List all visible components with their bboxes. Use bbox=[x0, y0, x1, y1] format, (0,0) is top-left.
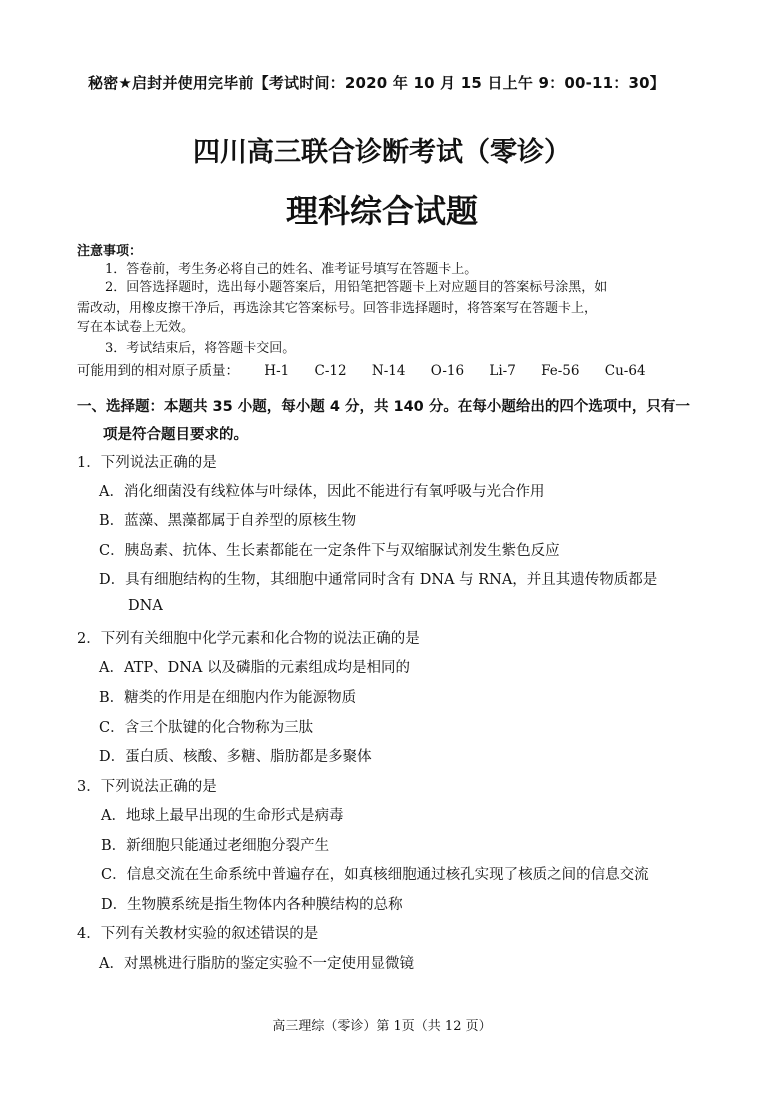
atomic-mass-c: C-12 bbox=[314, 363, 347, 379]
atomic-mass-line bbox=[77, 359, 667, 379]
question-2-option-d: D．蛋白质、核酸、多糖、脂肪都是多聚体 bbox=[99, 749, 372, 765]
question-3-option-c: C．信息交流在生命系统中普遍存在，如真核细胞通过核孔实现了核质之间的信息交流 bbox=[101, 867, 649, 883]
question-1-option-c: C．胰岛素、抗体、生长素都能在一定条件下与双缩脲试剂发生紫色反应 bbox=[99, 543, 560, 559]
notice-item-2-line-1: 2．回答选择题时，选出每小题答案后，用铅笔把答题卡上对应题目的答案标号涂黑，如 bbox=[105, 280, 608, 295]
question-2-option-c: C．含三个肽键的化合物称为三肽 bbox=[99, 720, 314, 736]
notice-heading: 注意事项： bbox=[77, 244, 143, 259]
exam-title: 四川高三联合诊断考试（零诊） bbox=[193, 137, 571, 168]
confidential-header: 秘密★启封并使用完毕前【考试时间：2020 年 10 月 15 日上午 9：00-11：30】 bbox=[88, 74, 665, 92]
question-3-option-b: B．新细胞只能通过老细胞分裂产生 bbox=[101, 838, 330, 854]
notice-item-1: 1．答卷前，考生务必将自己的姓名、准考证号填写在答题卡上。 bbox=[105, 262, 478, 277]
atomic-mass-n: N-14 bbox=[371, 363, 406, 379]
question-3-option-d: D．生物膜系统是指生物体内各种膜结构的总称 bbox=[101, 897, 403, 913]
question-2-option-b: B．糖类的作用是在细胞内作为能源物质 bbox=[99, 690, 357, 706]
question-1-option-d-line-1: D．具有细胞结构的生物，其细胞中通常同时含有 DNA 与 RNA，并且其遗传物质都是 bbox=[99, 572, 658, 588]
question-2-stem: 2．下列有关细胞中化学元素和化合物的说法正确的是 bbox=[77, 631, 420, 647]
page-footer: 高三理综（零诊）第 1页（共 12 页） bbox=[272, 1019, 492, 1034]
question-1-option-d-line-2: DNA bbox=[128, 598, 163, 614]
notice-item-2-line-2: 需改动，用橡皮擦干净后，再选涂其它答案标号。回答非选择题时，将答案写在答题卡上， bbox=[77, 301, 598, 316]
question-3-option-a: A．地球上最早出现的生命形式是病毒 bbox=[101, 808, 344, 824]
atomic-mass-label: 可能用到的相对原子质量： bbox=[77, 363, 239, 379]
question-4-option-a: A．对黑桃进行脂肪的鉴定实验不一定使用显微镜 bbox=[99, 956, 414, 972]
atomic-mass-o: O-16 bbox=[430, 363, 465, 379]
notice-item-3: 3．考试结束后，将答题卡交回。 bbox=[105, 341, 296, 356]
question-1-option-a: A．消化细菌没有线粒体与叶绿体，因此不能进行有氧呼吸与光合作用 bbox=[99, 484, 545, 500]
notice-item-2-line-3: 写在本试卷上无效。 bbox=[77, 320, 195, 335]
atomic-mass-li: Li-7 bbox=[489, 363, 516, 379]
section-heading-line-2: 项是符合题目要求的。 bbox=[103, 427, 248, 443]
question-4-stem: 4．下列有关教材实验的叙述错误的是 bbox=[77, 926, 319, 942]
question-2-option-a: A．ATP、DNA 以及磷脂的元素组成均是相同的 bbox=[99, 660, 410, 676]
atomic-mass-h: H-1 bbox=[264, 363, 290, 379]
atomic-mass-fe: Fe-56 bbox=[541, 363, 580, 379]
atomic-mass-cu: Cu-64 bbox=[604, 363, 646, 379]
question-3-stem: 3．下列说法正确的是 bbox=[77, 779, 217, 795]
question-1-stem: 1．下列说法正确的是 bbox=[77, 455, 217, 471]
question-1-option-b: B．蓝藻、黑藻都属于自养型的原核生物 bbox=[99, 513, 357, 529]
section-heading-line-1: 一、选择题：本题共 35 小题，每小题 4 分，共 140 分。在每小题给出的四个选项中，只有一 bbox=[77, 399, 690, 415]
exam-subtitle: 理科综合试题 bbox=[285, 192, 478, 230]
